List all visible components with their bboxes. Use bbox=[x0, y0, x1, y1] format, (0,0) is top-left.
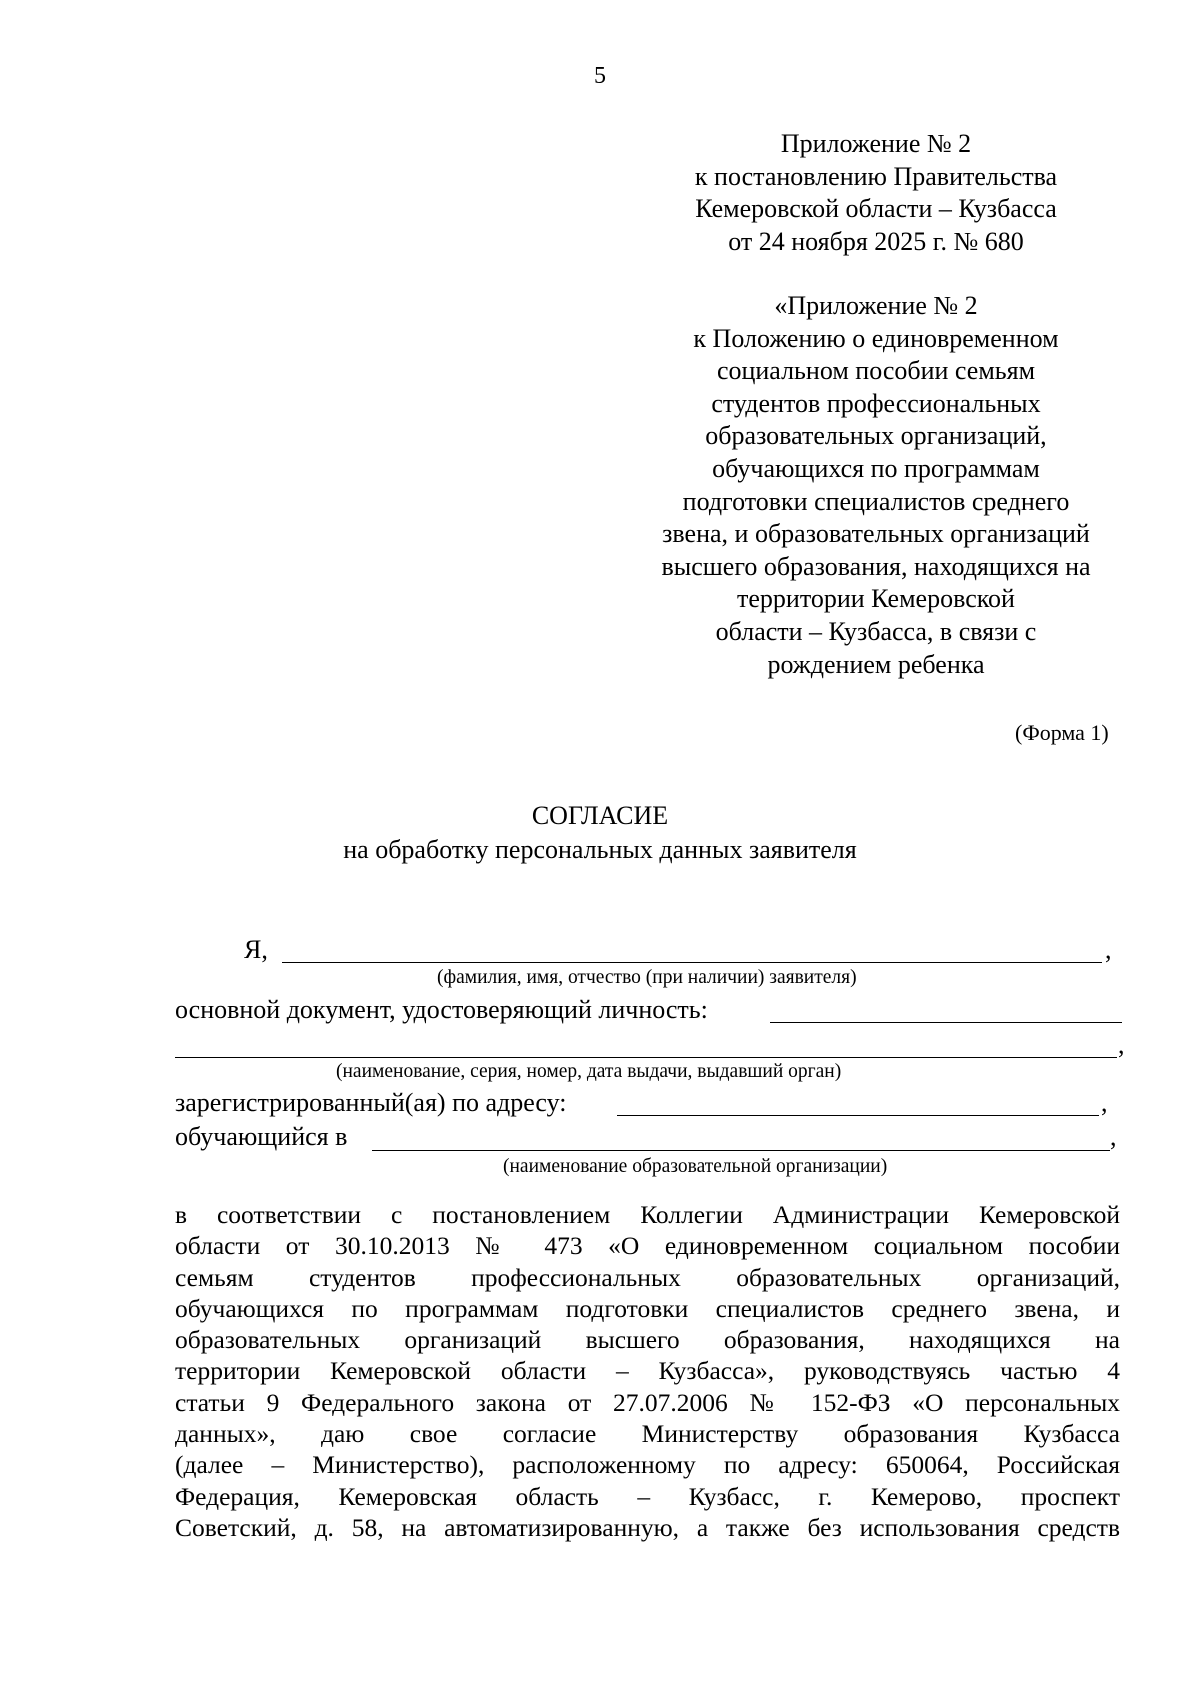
appendix-header bbox=[626, 128, 1126, 258]
appendix-quote-line: образовательных организаций, bbox=[705, 421, 1047, 451]
educational-organization-field[interactable] bbox=[372, 1150, 1110, 1151]
appendix-quote-line: социальном пособии семьям bbox=[716, 356, 1036, 386]
body-line: Советский, д. 58, на автоматизированную, а также без использования средств bbox=[175, 1512, 1120, 1542]
appendix-quote-line: студентов профессиональных bbox=[711, 388, 1041, 418]
body-line: обучающихся по программам подготовки специалистов среднего звена, и bbox=[175, 1293, 1120, 1323]
id-document-field-line2[interactable] bbox=[175, 1057, 1117, 1058]
body-line: области от 30.10.2013 № 473 «О единовременном социальном пособии bbox=[175, 1231, 1120, 1261]
appendix-quote-line: рождением ребенка bbox=[767, 649, 985, 679]
page-number: 5 bbox=[594, 63, 606, 89]
body-line: Федерация, Кемеровская область – Кузбасс, г. Кемерово, проспект bbox=[175, 1481, 1120, 1511]
comma: , bbox=[1118, 1030, 1125, 1059]
applicant-name-field[interactable] bbox=[282, 962, 1102, 963]
consent-body bbox=[175, 1199, 1120, 1543]
appendix-line: Приложение № 2 bbox=[780, 129, 972, 158]
registered-address-field[interactable] bbox=[617, 1115, 1099, 1116]
appendix-quote-line: области – Кузбасса, в связи с bbox=[715, 616, 1037, 646]
appendix-quote bbox=[626, 290, 1126, 681]
body-line: статьи 9 Федерального закона от 27.07.2006 № 152-ФЗ «О персональных bbox=[175, 1387, 1120, 1417]
id-document-field[interactable] bbox=[770, 1022, 1122, 1023]
body-line: семьям студентов профессиональных образовательных организаций, bbox=[175, 1262, 1120, 1292]
body-line: (далее – Министерство), расположенному по адресу: 650064, Российская bbox=[175, 1450, 1120, 1480]
id-document-hint: (наименование, серия, номер, дата выдачи, выдавший орган) bbox=[336, 1061, 842, 1082]
appendix-line: к постановлению Правительства bbox=[694, 161, 1058, 191]
document-title: СОГЛАСИЕ bbox=[531, 801, 669, 830]
appendix-line: Кемеровской области – Кузбасса bbox=[695, 194, 1057, 223]
appendix-quote-line: подготовки специалистов среднего bbox=[682, 486, 1070, 516]
body-line: образовательных организаций высшего образования, находящихся на bbox=[175, 1325, 1120, 1355]
appendix-quote-line: «Приложение № 2 bbox=[774, 291, 978, 320]
appendix-line: от 24 ноября 2025 г. № 680 bbox=[728, 226, 1024, 256]
body-line: в соответствии с постановлением Коллегии Администрации Кемеровской bbox=[175, 1200, 1120, 1229]
body-line: территории Кемеровской области – Кузбасса», руководствуясь частью 4 bbox=[175, 1356, 1120, 1386]
name-hint: (фамилия, имя, отчество (при наличии) заявителя) bbox=[437, 967, 857, 988]
document-subtitle: на обработку персональных данных заявителя bbox=[343, 835, 857, 864]
comma: , bbox=[1105, 935, 1112, 964]
appendix-quote-line: обучающихся по программам bbox=[712, 453, 1040, 483]
appendix-quote-line: территории Кемеровской bbox=[737, 584, 1015, 614]
comma: , bbox=[1110, 1122, 1117, 1151]
comma: , bbox=[1101, 1088, 1108, 1117]
appendix-quote-line: звена, и образовательных организаций bbox=[662, 519, 1090, 549]
body-line: данных», даю свое согласие Министерству образования Кузбасса bbox=[175, 1419, 1120, 1449]
studying-at-label: обучающийся в bbox=[175, 1122, 348, 1151]
i-prefix: Я, bbox=[244, 935, 268, 964]
form-label: (Форма 1) bbox=[1015, 720, 1109, 745]
id-document-label: основной документ, удостоверяющий личность: bbox=[175, 995, 708, 1024]
registered-address-label: зарегистрированный(ая) по адресу: bbox=[175, 1088, 567, 1117]
appendix-quote-line: к Положению о единовременном bbox=[693, 323, 1059, 353]
appendix-quote-line: высшего образования, находящихся на bbox=[661, 551, 1091, 581]
organization-hint: (наименование образовательной организации) bbox=[503, 1156, 888, 1177]
